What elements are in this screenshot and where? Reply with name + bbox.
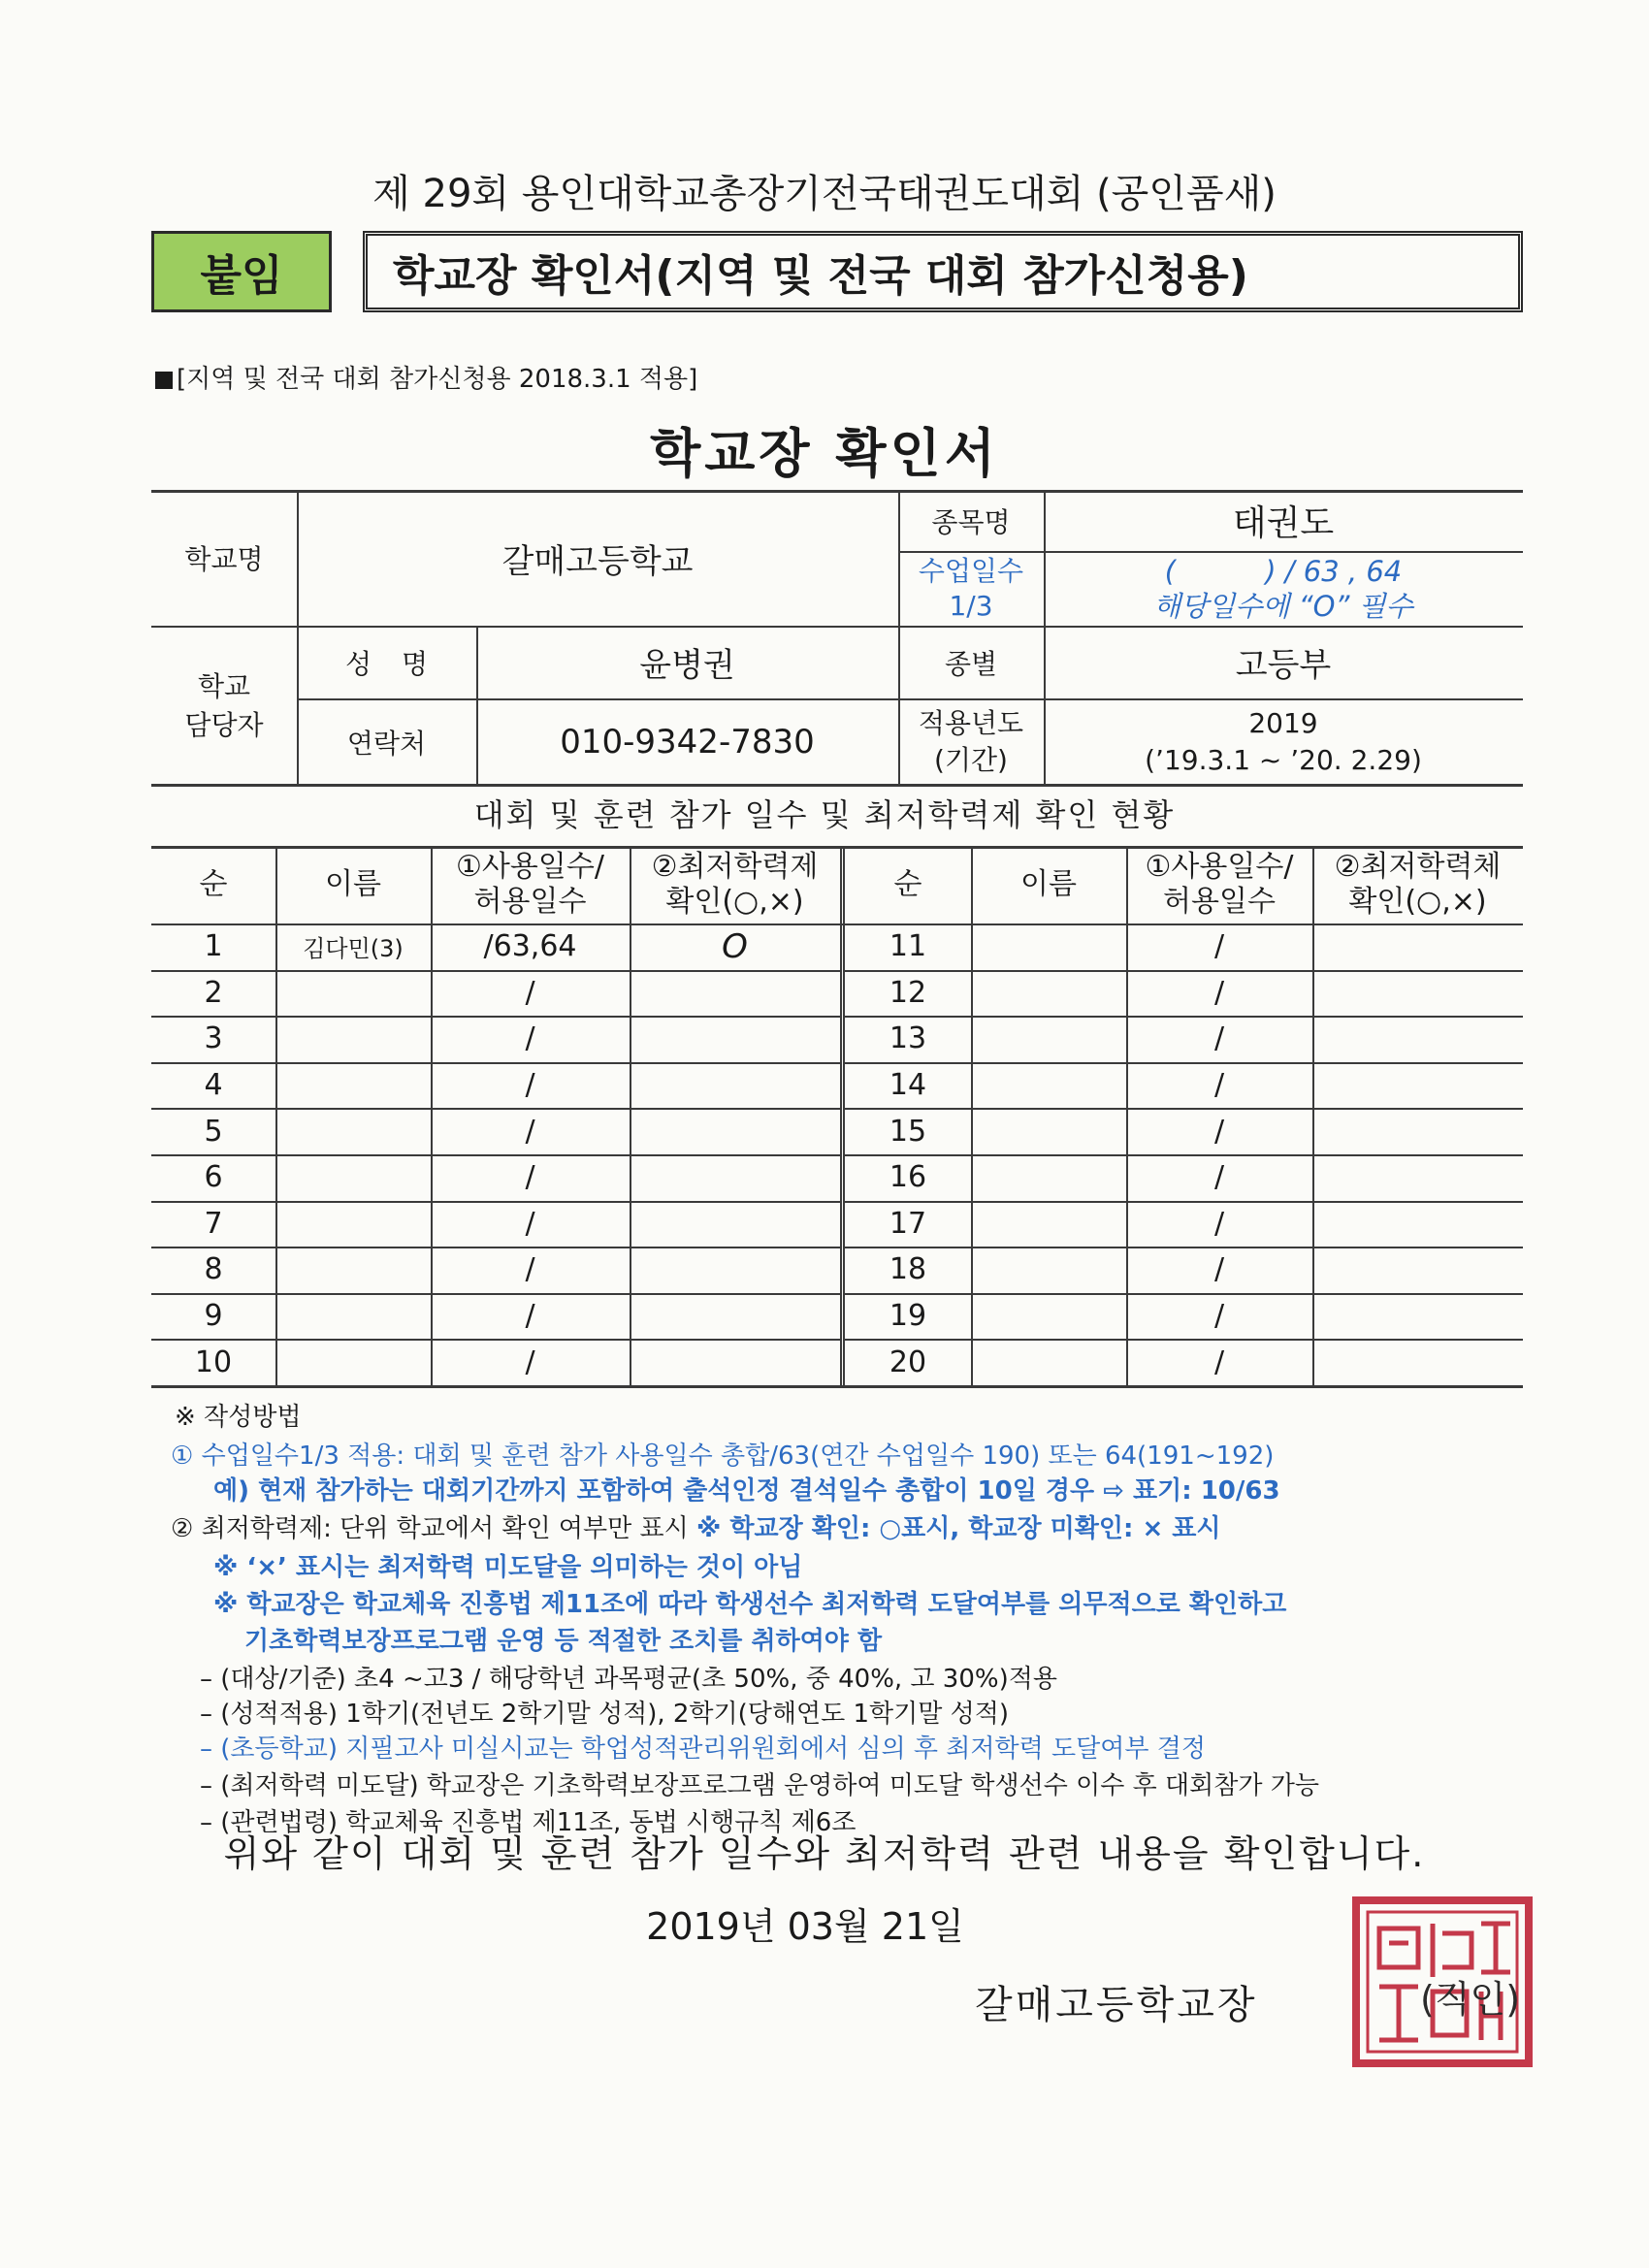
class-days-value-2: 해당일수에 “O” 필수 <box>1153 589 1413 623</box>
roster-check-cell <box>1312 970 1523 1017</box>
detail-3: – (초등학교) 지필고사 미실시교는 학업성적관리위원회에서 심의 후 최저학력 도달여부 결정 <box>200 1734 1206 1764</box>
issue-date: 2019년 03월 21일 <box>646 1905 964 1948</box>
col-min-header-right-2: 확인(○,×) <box>1348 885 1487 919</box>
roster-check-cell <box>1312 923 1523 970</box>
seal-label: (직인) <box>1420 1978 1521 2021</box>
name-label: 성 명 <box>345 647 428 680</box>
roster-days-cell: / <box>1213 929 1225 964</box>
staff-label-1: 학교 <box>197 669 251 702</box>
class-days-value-1: ( ) / 63 , 64 <box>1164 554 1403 588</box>
roster-days-cell: / <box>525 1345 535 1379</box>
roster-no-cell: 9 <box>204 1299 223 1334</box>
roster-no-cell: 16 <box>889 1160 927 1195</box>
roster-name-cell <box>275 1016 431 1062</box>
note-2d: 기초학력보장프로그램 운영 등 적절한 조치를 취하여야 함 <box>244 1627 883 1656</box>
roster-name-cell <box>971 1247 1126 1293</box>
roster-no-cell: 10 <box>194 1345 233 1379</box>
roster-no-cell: 7 <box>204 1206 223 1241</box>
year-label-1: 적용년도 <box>918 707 1024 739</box>
roster-name-cell <box>971 1062 1126 1109</box>
roster-check-cell <box>630 1108 840 1154</box>
roster-name-cell: 김다민(3) <box>303 935 404 963</box>
roster-check-cell <box>1312 1016 1523 1062</box>
roster-name-cell <box>971 1293 1126 1340</box>
year-value-2: (’19.3.1 ~ ’20. 2.29) <box>1145 744 1422 776</box>
roster-name-cell <box>275 1339 431 1385</box>
main-title: 학교장 확인서 <box>650 423 999 484</box>
col-name-header: 이름 <box>325 867 381 901</box>
col-days-header-right <box>1126 846 1312 923</box>
roster-days-cell: / <box>1213 1299 1225 1334</box>
roster-check-cell <box>1312 1339 1523 1385</box>
roster-days-cell: / <box>525 1114 535 1149</box>
col-days-header-right-1: ①사용일수/ <box>1145 850 1294 884</box>
note-2a-bold: ※ 학교장 확인: ○표시, 학교장 미확인: × 표시 <box>696 1514 1221 1543</box>
roster-no-cell: 2 <box>204 975 223 1010</box>
roster-check-cell <box>630 1339 840 1385</box>
col-days-header-right-2: 허용일수 <box>1163 885 1276 919</box>
roster-days-cell: / <box>1213 1206 1225 1241</box>
roster-check-cell <box>630 1247 840 1293</box>
class-days-label-2: 1/3 <box>949 589 993 622</box>
col-min-header-right <box>1312 846 1523 923</box>
roster-days-cell: / <box>1213 1160 1225 1195</box>
roster-check-cell <box>1312 1154 1523 1201</box>
info-table <box>151 490 1523 786</box>
roster-no-cell: 4 <box>204 1068 223 1103</box>
roster-check-cell <box>630 1016 840 1062</box>
col-days-header-2: 허용일수 <box>473 885 587 919</box>
roster-no-cell: 19 <box>889 1299 927 1334</box>
school-name: 갈매고등학교 <box>501 541 694 581</box>
note-1a: ① 수업일수1/3 적용: 대회 및 훈련 참가 사용일수 총합/63(연간 수업일수 190) 또는 64(191~192) <box>171 1442 1275 1471</box>
roster-check-cell <box>1312 1108 1523 1154</box>
roster-check-cell <box>630 1201 840 1247</box>
note-1b: 예) 현재 참가하는 대회기간까지 포함하여 출석인정 결석일수 총합이 10일 경우 ⇨ 표기: 10/63 <box>213 1476 1280 1506</box>
competition-title: 제 29회 용인대학교총장기전국태권도대회 (공인품새) <box>372 172 1277 216</box>
detail-5: – (관련법령) 학교체육 진흥법 제11조, 동법 시행규칙 제6조 <box>200 1808 857 1837</box>
roster-name-cell <box>275 1293 431 1340</box>
col-min-header-right-1: ②최저학력체 <box>1334 850 1502 884</box>
roster-days-cell: / <box>525 1206 535 1241</box>
roster-no-cell: 5 <box>204 1114 223 1149</box>
roster-check-cell <box>1312 1293 1523 1340</box>
roster-name-cell <box>275 1247 431 1293</box>
year-label <box>898 698 1044 786</box>
roster-no-cell: 3 <box>204 1021 223 1056</box>
roster-check-cell <box>1312 1201 1523 1247</box>
roster-days-cell: / <box>525 1068 535 1103</box>
roster-days-cell: /63,64 <box>483 929 577 964</box>
roster-no-cell: 8 <box>204 1252 223 1287</box>
roster-name-cell <box>971 1016 1126 1062</box>
attachment-tag: 붙임 <box>151 231 332 312</box>
roster-no-cell: 18 <box>889 1252 927 1287</box>
staff-label <box>151 626 297 786</box>
roster-check-cell: O <box>722 926 748 966</box>
document-title: 학교장 확인서(지역 및 전국 대회 참가신청용) <box>363 231 1523 312</box>
square-bullet-icon <box>155 372 173 389</box>
event-value: 태권도 <box>1232 503 1335 543</box>
section-title: 대회 및 훈련 참가 일수 및 최저학력제 확인 현황 <box>473 796 1176 833</box>
roster-days-cell: / <box>525 1160 535 1195</box>
roster-no-cell: 20 <box>889 1345 927 1379</box>
event-label: 종목명 <box>931 505 1011 538</box>
roster-check-cell <box>630 1062 840 1109</box>
class-days-value <box>1044 551 1523 626</box>
roster-name-cell <box>971 923 1126 970</box>
roster-name-cell <box>275 1108 431 1154</box>
roster-name-cell <box>971 1154 1126 1201</box>
roster-days-cell: / <box>525 975 535 1010</box>
year-label-2: (기간) <box>934 744 1008 776</box>
roster-days-cell: / <box>1213 1345 1225 1379</box>
roster-days-cell: / <box>525 1299 535 1334</box>
name-value: 윤병권 <box>639 646 735 685</box>
detail-2: – (성적적용) 1학기(전년도 2학기말 성적), 2학기(당해연도 1학기말 성적) <box>200 1700 1010 1729</box>
roster-check-cell <box>1312 1247 1523 1293</box>
col-min-header-1: ②최저학력제 <box>651 850 819 884</box>
roster-name-cell <box>275 1062 431 1109</box>
class-days-label <box>898 551 1044 626</box>
roster-days-cell: / <box>1213 1068 1225 1103</box>
roster-days-cell: / <box>1213 1114 1225 1149</box>
principal-signature: 갈매고등학교장 <box>975 1983 1258 2027</box>
col-no-header: 순 <box>199 867 228 901</box>
roster-name-cell <box>275 970 431 1017</box>
roster-check-cell <box>1312 1062 1523 1109</box>
roster-name-cell <box>971 1201 1126 1247</box>
col-days-header-1: ①사용일수/ <box>456 850 604 884</box>
roster-name-cell <box>275 1154 431 1201</box>
roster-no-cell: 1 <box>204 929 223 964</box>
roster-days-cell: / <box>525 1021 535 1056</box>
category-label: 종별 <box>944 647 998 680</box>
col-min-header <box>630 846 840 923</box>
school-label: 학교명 <box>184 543 264 575</box>
note-2a-plain: ② 최저학력제: 단위 학교에서 확인 여부만 표시 <box>171 1514 697 1543</box>
applies-text: [지역 및 전국 대회 참가신청용 2018.3.1 적용] <box>177 365 698 394</box>
col-min-header-2: 확인(○,×) <box>665 885 804 919</box>
roster-no-cell: 17 <box>889 1206 927 1241</box>
col-name-header-right: 이름 <box>1020 867 1077 901</box>
applies-note <box>155 359 697 395</box>
year-value <box>1044 698 1523 786</box>
note-2c: ※ 학교장은 학교체육 진흥법 제11조에 따라 학생선수 최저학력 도달여부를 의무적으로 확인하고 <box>213 1590 1287 1619</box>
roster-no-cell: 13 <box>889 1021 927 1056</box>
detail-4: – (최저학력 미도달) 학교장은 기초학력보장프로그램 운영하여 미도달 학생선수 이수 후 대회참가 가능 <box>200 1771 1319 1800</box>
roster-name-cell <box>971 970 1126 1017</box>
detail-1: – (대상/기준) 초4 ~고3 / 해당학년 과목평균(초 50%, 중 40%, 고 30%)적용 <box>200 1665 1057 1694</box>
roster-no-cell: 14 <box>889 1068 927 1103</box>
roster-no-cell: 11 <box>889 929 927 964</box>
roster-days-cell: / <box>1213 975 1225 1010</box>
roster-days-cell: / <box>1213 1252 1225 1287</box>
roster-name-cell <box>971 1108 1126 1154</box>
roster-name-cell <box>275 1201 431 1247</box>
contact-label: 연락처 <box>346 728 427 760</box>
notes-heading: ※ 작성방법 <box>175 1403 302 1432</box>
roster-check-cell <box>630 1154 840 1201</box>
roster-no-cell: 15 <box>889 1114 927 1149</box>
note-2a <box>171 1508 1221 1544</box>
roster-check-cell <box>630 1293 840 1340</box>
confirmation-statement: 위와 같이 대회 및 훈련 참가 일수와 최저학력 관련 내용을 확인합니다. <box>223 1832 1426 1875</box>
category-value: 고등부 <box>1235 646 1332 685</box>
col-days-header <box>431 846 630 923</box>
roster-days-cell: / <box>1213 1021 1225 1056</box>
roster-days-cell: / <box>525 1252 535 1287</box>
class-days-label-1: 수업일수 <box>918 554 1024 587</box>
col-no-header-right: 순 <box>893 867 922 901</box>
year-value-1: 2019 <box>1248 707 1318 739</box>
roster-no-cell: 6 <box>204 1160 223 1195</box>
roster-table <box>151 846 1523 1387</box>
note-2b: ※ ‘×’ 표시는 최저학력 미도달을 의미하는 것이 아님 <box>213 1553 803 1582</box>
contact-value: 010-9342-7830 <box>560 723 815 761</box>
roster-check-cell <box>630 970 840 1017</box>
roster-name-cell <box>971 1339 1126 1385</box>
roster-no-cell: 12 <box>889 975 927 1010</box>
staff-label-2: 담당자 <box>184 708 264 741</box>
